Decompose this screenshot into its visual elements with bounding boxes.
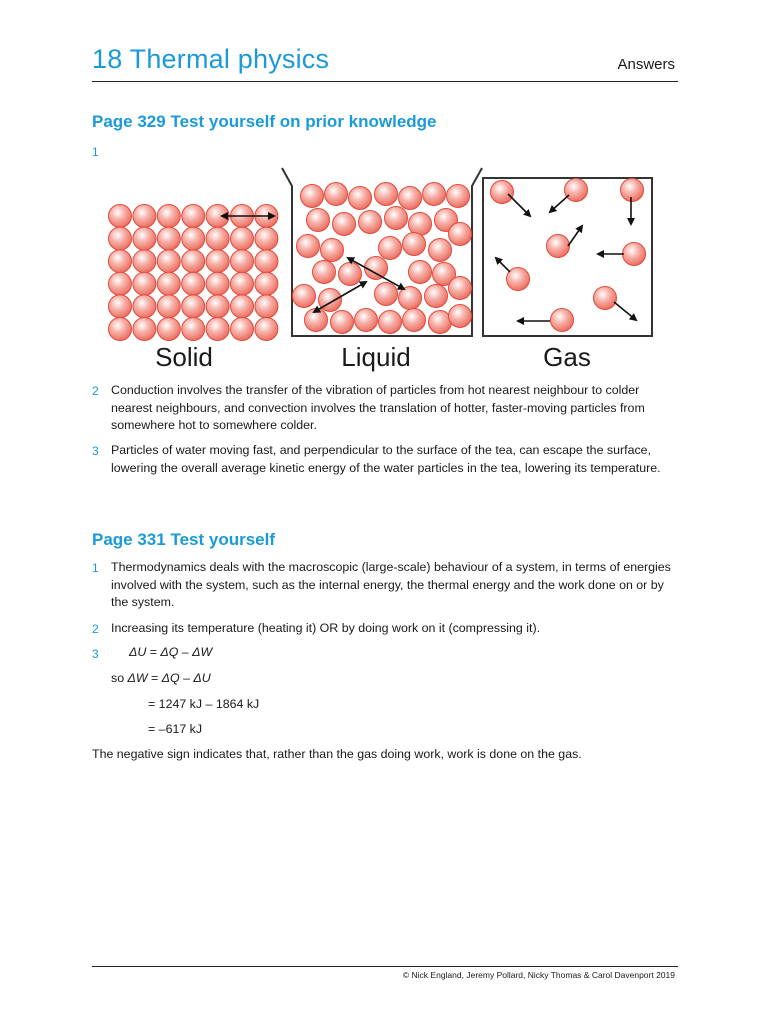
particle [403,309,426,332]
particle [429,311,452,334]
solid-particles [109,205,278,341]
equation-first-law: ΔU = ΔQ – ΔW [129,645,213,659]
particle [339,263,362,286]
particle [403,233,426,256]
question-number-3: 3 [92,444,99,458]
particle [133,295,156,318]
chapter-title: 18 Thermal physics [92,44,330,74]
page-header [92,44,678,82]
particle [551,309,574,332]
states-of-matter-diagram [104,164,660,376]
particle [399,287,422,310]
particle [157,318,180,341]
particle [157,205,180,228]
gas-arrows [496,194,636,321]
particle [409,213,432,236]
particle [109,295,132,318]
answers-label: Answers [617,56,675,73]
particle [425,285,448,308]
liquid-particles [293,183,472,334]
particle [157,227,180,250]
particle [133,227,156,250]
particle [231,318,254,341]
particle [449,305,472,328]
particle [255,272,278,295]
particle [623,243,646,266]
particle [594,287,617,310]
particle [255,295,278,318]
particle [206,318,229,341]
particle [385,207,408,230]
particle [379,311,402,334]
particle [231,227,254,250]
equation-rearranged: so ΔW = ΔQ – ΔU [111,671,211,685]
section-heading-page-331: Page 331 Test yourself [92,530,275,549]
particle [491,181,514,204]
particle [621,179,644,202]
particle [182,250,205,273]
particle [349,187,372,210]
particle [307,209,330,232]
particle [375,183,398,206]
particle [255,318,278,341]
particle [305,309,328,332]
particle [365,257,388,280]
particle [375,283,398,306]
particle [449,277,472,300]
particle [423,183,446,206]
particle [133,272,156,295]
particle [325,183,348,206]
particle [206,250,229,273]
particle [399,187,422,210]
gas-label: Gas [543,342,591,372]
particle [157,272,180,295]
particle [255,227,278,250]
particle [313,261,336,284]
particle [231,272,254,295]
conclusion-text: The negative sign indicates that, rather than the gas doing work, work is done on the gas. [92,747,582,761]
equation-result: = –617 kJ [148,722,203,736]
particle [109,205,132,228]
particle [359,211,382,234]
particle [182,205,205,228]
answer-text-2: Conduction involves the transfer of the vibration of particles from hot nearest neighbour to colder nearest neighbours, and convection involves the translation of hotter, faster-moving particles from somewhere hot to somewhere colder. [111,383,645,432]
particle [447,185,470,208]
particle [109,250,132,273]
particle [133,318,156,341]
particle [206,227,229,250]
question-number-1: 1 [92,561,99,575]
particle [449,223,472,246]
question-number-1: 1 [92,145,99,159]
particle [379,237,402,260]
particle [331,311,354,334]
particle [182,318,205,341]
particle [133,250,156,273]
particle [321,239,344,262]
page-footer [92,966,678,980]
answer-text-3: Particles of water moving fast, and perpendicular to the surface of the tea, can escape the surface, lowering the overall average kinetic energy of the water particles in the tea, lowering its temperature. [111,443,661,475]
particle [333,213,356,236]
question-number-3: 3 [92,647,99,661]
particle [182,295,205,318]
particle [157,250,180,273]
particle [355,309,378,332]
question-number-2: 2 [92,622,99,636]
copyright-notice: © Nick England, Jeremy Pollard, Nicky Thomas & Carol Davenport 2019 [402,970,675,980]
particle [133,205,156,228]
equation-substitution: = 1247 kJ – 1864 kJ [148,697,260,711]
particle [182,227,205,250]
answer-text-2: Increasing its temperature (heating it) OR by doing work on it (compressing it). [111,621,541,635]
liquid-label: Liquid [341,342,411,372]
particle [157,295,180,318]
particle [409,261,432,284]
particle [565,179,588,202]
particle [206,295,229,318]
particle [109,227,132,250]
section-heading-page-329: Page 329 Test yourself on prior knowledge [92,112,437,131]
answer-text-1: Thermodynamics deals with the macroscopic (large-scale) behaviour of a system, in terms of energies involved with the system, such as the internal energy, the thermal energy and the work done on or by the system. [111,560,671,609]
particle [182,272,205,295]
particle [429,239,452,262]
particle [231,295,254,318]
particle [297,235,320,258]
solid-label: Solid [155,342,213,372]
particle [231,250,254,273]
particle [547,235,570,258]
question-number-2: 2 [92,384,99,398]
particle [301,185,324,208]
particle [255,250,278,273]
particle [293,285,316,308]
particle [206,272,229,295]
particle [109,318,132,341]
particle [109,272,132,295]
